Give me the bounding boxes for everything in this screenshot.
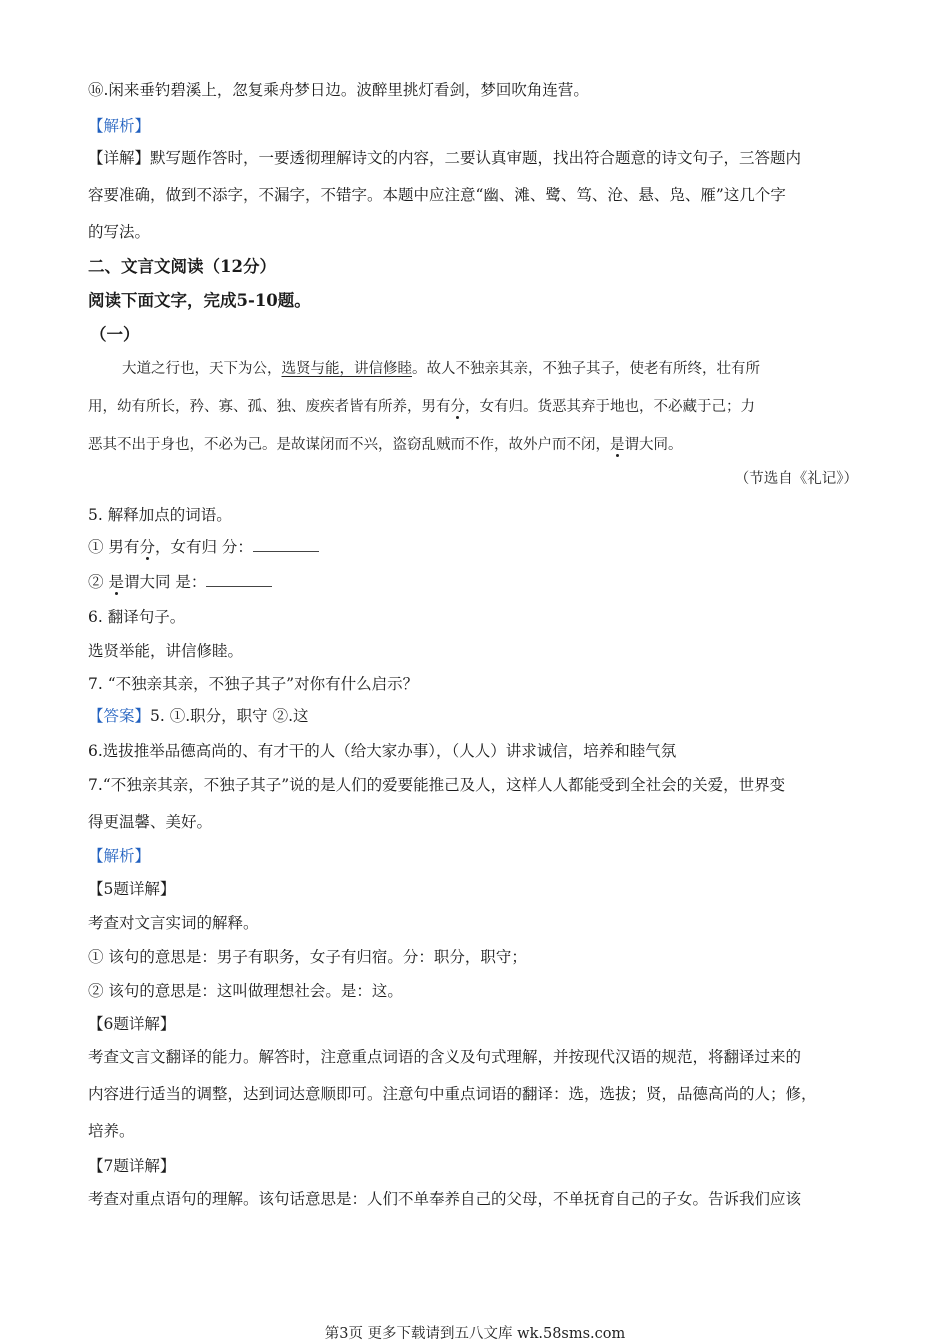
dotted-word: 分 xyxy=(450,399,465,415)
passage-line xyxy=(122,358,760,380)
detail-text: 考查对文言实词的解释。 xyxy=(88,914,259,932)
passage-text: 恶其不出于身也，不必为己。是故谋闭而不兴，盗窃乱贼而不作，故外户而不闭， xyxy=(88,437,610,453)
question-5-item-1 xyxy=(88,536,319,558)
detail-heading-7: 【7题详解】 xyxy=(88,1157,176,1175)
detail-text: 考查文言文翻译的能力。解答时，注意重点词语的含义及句式理解，并按现代汉语的规范，将翻译过来的 xyxy=(88,1048,802,1066)
passage-text: ，女有归。货恶其弃于地也，不必藏于己；力 xyxy=(465,399,755,415)
detail-heading-6: 【6题详解】 xyxy=(88,1015,176,1033)
analysis-tag: 【解析】 xyxy=(88,117,151,135)
passage-text: 。故人不独亲其亲，不独子其子，使老有所终，壮有所 xyxy=(412,361,760,377)
answer-6: 6.选拔推举品德高尚的、有才干的人（给大家办事），（人人）讲求诚信，培养和睦气氛 xyxy=(88,742,677,760)
dotted-word: 是 xyxy=(108,573,124,591)
detail-text: 内容进行适当的调整，达到词达意顺即可。注意句中重点词语的翻译：选，选拔；贤，品德高尚的人；修， xyxy=(88,1085,817,1103)
question-text: ，女有归 分： xyxy=(154,538,253,556)
dotted-word: 是 xyxy=(610,437,625,453)
page-footer: 第3页 更多下载请到五八文库 wk.58sms.com xyxy=(324,1326,626,1342)
question-7: 7. “不独亲其亲，不独子其子”对你有什么启示？ xyxy=(88,675,419,693)
poem-line-16: ⑯.闲来垂钓碧溪上，忽复乘舟梦日边。波醉里挑灯看剑，梦回吹角连营。 xyxy=(88,81,589,99)
answer-blank xyxy=(206,572,272,587)
question-text: ① 男有 xyxy=(88,538,140,556)
detail-text: 培养。 xyxy=(88,1122,135,1140)
question-6: 6. 翻译句子。 xyxy=(88,608,186,626)
answer-7: 7.“不独亲其亲，不独子其子”说的是人们的爱要能推己及人，这样人人都能受到全社会的关爱，世界变 xyxy=(88,776,786,794)
reading-instruction: 阅读下面文字，完成5-10题。 xyxy=(88,291,311,310)
passage-line xyxy=(88,396,755,418)
passage-text: 大道之行也，天下为公， xyxy=(122,361,282,377)
answer-tag: 【答案】 xyxy=(88,707,151,725)
question-text: 谓大同 是： xyxy=(123,573,207,591)
answer-line xyxy=(88,705,309,727)
underlined-phrase: 选贤与能，讲信修睦 xyxy=(281,361,412,377)
dotted-word: 分 xyxy=(139,538,155,556)
question-6-sentence: 选贤举能，讲信修睦。 xyxy=(88,642,244,660)
passage-text: 谓大同。 xyxy=(624,437,683,453)
detail-text: 考查对重点语句的理解。该句话意思是：人们不单奉养自己的父母，不单抚育自己的子女。告诉我们应该 xyxy=(88,1190,802,1208)
detail-text: ② 该句的意思是：这叫做理想社会。是：这。 xyxy=(88,982,403,1000)
analysis-tag: 【解析】 xyxy=(88,847,151,865)
question-5: 5. 解释加点的词语。 xyxy=(88,506,232,524)
answer-7-cont: 得更温馨、美好。 xyxy=(88,813,213,831)
detail-text: 【详解】默写题作答时，一要透彻理解诗文的内容，二要认真审题，找出符合题意的诗文句子，三答题内 xyxy=(88,149,802,167)
answer-text: 5. ①.职分，职守 ②.这 xyxy=(150,707,309,725)
question-5-item-2 xyxy=(88,571,272,593)
passage-number: （一） xyxy=(90,325,140,344)
detail-heading-5: 【5题详解】 xyxy=(88,880,176,898)
passage-line xyxy=(88,434,683,456)
answer-blank xyxy=(253,537,319,552)
detail-text: 容要准确，做到不添字，不漏字，不错字。本题中应注意“幽、滩、鹭、笃、沧、悬、凫、雁”这几个字 xyxy=(88,186,786,204)
passage-text: 用，幼有所长，矜、寡、孤、独、废疾者皆有所养，男有 xyxy=(88,399,451,415)
section-heading: 二、文言文阅读（12分） xyxy=(88,257,276,276)
detail-text: 的写法。 xyxy=(88,223,151,241)
detail-text: ① 该句的意思是：男子有职务，女子有归宿。分：职分，职守； xyxy=(88,948,527,966)
question-text: ② xyxy=(88,573,109,591)
passage-source: （节选自《礼记》） xyxy=(734,471,858,487)
